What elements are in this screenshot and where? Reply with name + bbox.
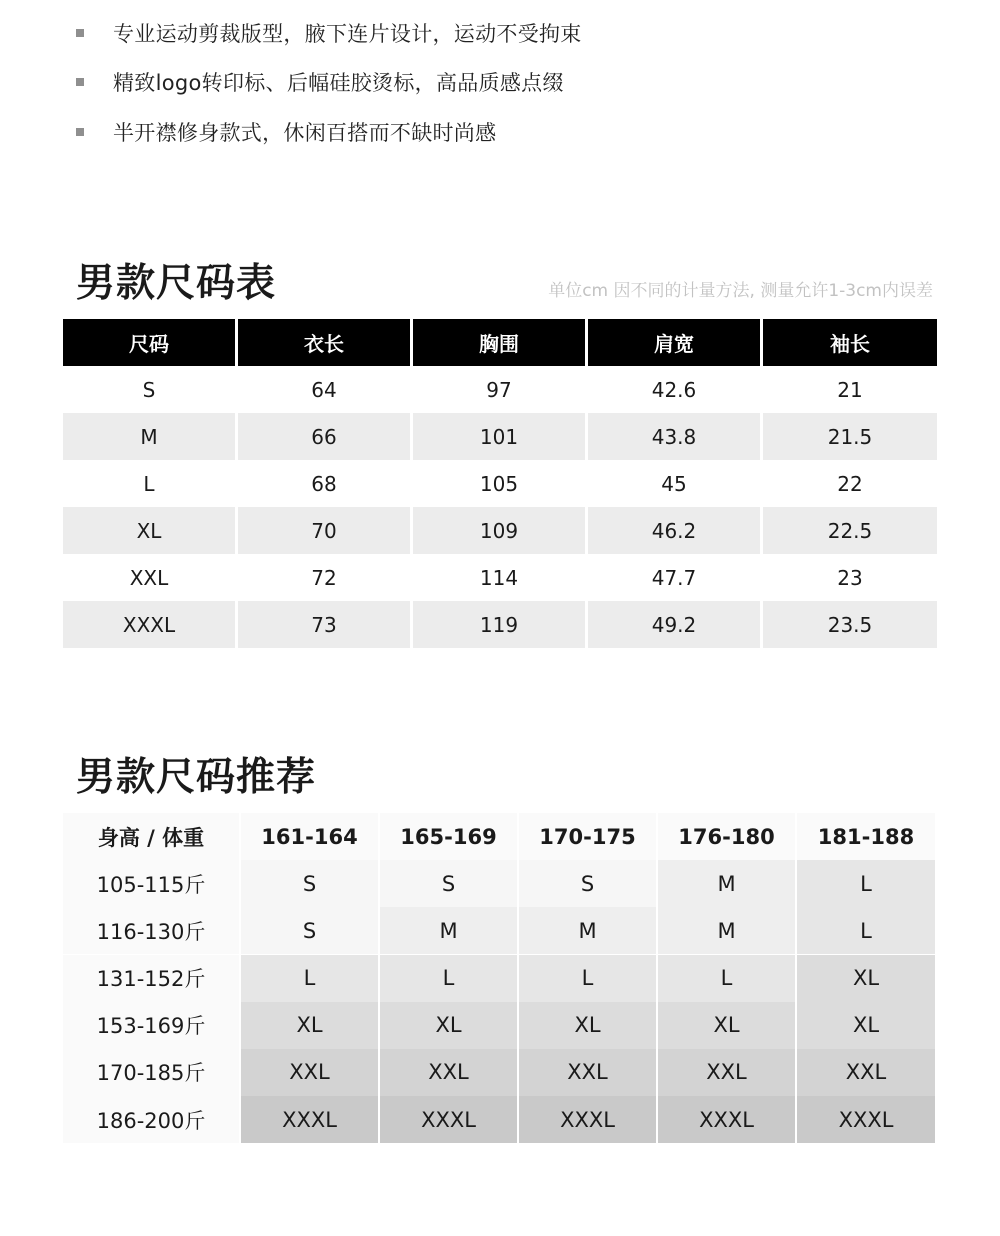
- header-shoulder: 肩宽: [588, 319, 760, 366]
- recommended-size-cell: XXXL: [380, 1096, 517, 1143]
- weight-range-label: 153-169斤: [63, 1002, 239, 1049]
- recommended-size-cell: XXL: [797, 1049, 935, 1096]
- recommend-row: [63, 955, 937, 1002]
- weight-range-label: 170-185斤: [63, 1049, 239, 1096]
- size-chart-row: [63, 413, 937, 460]
- cell-size: XL: [63, 507, 235, 554]
- cell-length: 66: [238, 413, 410, 460]
- recommended-size-cell: XXL: [658, 1049, 795, 1096]
- header-height-range: 165-169: [380, 813, 517, 860]
- size-chart-header-row: [63, 319, 937, 366]
- recommended-size-cell: XXL: [380, 1049, 517, 1096]
- recommended-size-cell: XL: [797, 955, 935, 1002]
- cell-chest: 101: [413, 413, 585, 460]
- cell-length: 64: [311, 377, 337, 402]
- header-size: 尺码: [63, 319, 235, 366]
- recommended-size-cell: L: [380, 955, 517, 1002]
- feature-item: [76, 8, 582, 58]
- feature-text: 专业运动剪裁版型，腋下连片设计，运动不受拘束: [113, 21, 582, 46]
- cell-size: L: [143, 471, 155, 496]
- recommended-size-cell: L: [797, 907, 935, 954]
- cell-chest: 114: [479, 565, 519, 590]
- recommended-size-cell: XL: [797, 1002, 935, 1049]
- cell-length: 72: [311, 565, 337, 590]
- recommended-size-cell: XXXL: [519, 1096, 656, 1143]
- cell-shoulder: 43.8: [588, 413, 760, 460]
- cell-sleeve: 23.5: [763, 601, 937, 648]
- header-height-weight: 身高 / 体重: [63, 813, 239, 860]
- measurement-note: 单位cm 因不同的计量方法, 测量允许1-3cm内误差: [548, 281, 933, 301]
- cell-sleeve: 22.5: [763, 507, 937, 554]
- cell-length: 70: [238, 507, 410, 554]
- size-chart-row: [63, 554, 937, 601]
- header-height-range: 170-175: [519, 813, 656, 860]
- cell-length: 73: [238, 601, 410, 648]
- recommended-size-cell: XL: [658, 1002, 795, 1049]
- size-chart-table: [63, 319, 937, 648]
- recommended-size-cell: S: [241, 907, 378, 954]
- cell-size: S: [142, 377, 156, 402]
- recommended-size-cell: XXXL: [241, 1096, 378, 1143]
- recommended-size-cell: XXXL: [797, 1096, 935, 1143]
- header-height-range: 176-180: [658, 813, 795, 860]
- recommend-row: [63, 1002, 937, 1049]
- recommend-row: [63, 860, 937, 907]
- cell-size: XXXL: [63, 601, 235, 648]
- header-length: 衣长: [238, 319, 410, 366]
- recommend-row: [63, 1049, 937, 1096]
- cell-shoulder: 47.7: [651, 565, 697, 590]
- recommended-size-cell: L: [241, 955, 378, 1002]
- size-chart-title: 男款尺码表: [76, 261, 277, 306]
- recommended-size-cell: L: [797, 860, 935, 907]
- recommended-size-cell: XXL: [519, 1049, 656, 1096]
- cell-sleeve: 21.5: [763, 413, 937, 460]
- recommended-size-cell: S: [380, 860, 517, 907]
- cell-sleeve: 21: [837, 377, 863, 402]
- feature-list: [76, 8, 582, 157]
- recommend-row: [63, 907, 937, 954]
- size-chart-row: [63, 460, 937, 507]
- header-height-range: 181-188: [797, 813, 935, 860]
- recommended-size-cell: S: [519, 860, 656, 907]
- cell-length: 68: [311, 471, 337, 496]
- cell-shoulder: 42.6: [651, 377, 697, 402]
- recommended-size-cell: M: [658, 907, 795, 954]
- square-bullet-icon: [76, 78, 84, 86]
- cell-size: XXL: [129, 565, 169, 590]
- weight-range-label: 105-115斤: [63, 860, 239, 907]
- square-bullet-icon: [76, 29, 84, 37]
- cell-shoulder: 46.2: [588, 507, 760, 554]
- size-chart-row: [63, 366, 937, 413]
- feature-item: [76, 58, 582, 108]
- cell-chest: 97: [486, 377, 512, 402]
- recommend-header-row: [63, 813, 937, 860]
- size-chart-row: [63, 601, 937, 648]
- recommended-size-cell: L: [519, 955, 656, 1002]
- recommended-size-cell: XXL: [241, 1049, 378, 1096]
- header-height-range: 161-164: [241, 813, 378, 860]
- recommend-row: [63, 1096, 937, 1143]
- cell-sleeve: 23: [837, 565, 863, 590]
- recommended-size-cell: M: [658, 860, 795, 907]
- cell-chest: 119: [413, 601, 585, 648]
- recommended-size-cell: XL: [380, 1002, 517, 1049]
- feature-text: 半开襟修身款式，休闲百搭而不缺时尚感: [113, 120, 497, 145]
- cell-shoulder: 49.2: [588, 601, 760, 648]
- recommended-size-cell: S: [241, 860, 378, 907]
- feature-item: [76, 107, 582, 157]
- feature-text: 精致logo转印标、后幅硅胶烫标，高品质感点缀: [113, 71, 564, 96]
- size-recommend-table: [63, 813, 937, 1143]
- header-sleeve: 袖长: [763, 319, 937, 366]
- recommended-size-cell: L: [658, 955, 795, 1002]
- cell-shoulder: 45: [661, 471, 687, 496]
- recommended-size-cell: M: [519, 907, 656, 954]
- size-recommend-title: 男款尺码推荐: [76, 755, 317, 800]
- recommended-size-cell: XL: [519, 1002, 656, 1049]
- size-chart-row: [63, 507, 937, 554]
- recommended-size-cell: XXXL: [658, 1096, 795, 1143]
- square-bullet-icon: [76, 128, 84, 136]
- recommended-size-cell: M: [380, 907, 517, 954]
- cell-sleeve: 22: [837, 471, 863, 496]
- recommended-size-cell: XL: [241, 1002, 378, 1049]
- weight-range-label: 116-130斤: [63, 907, 239, 954]
- weight-range-label: 131-152斤: [63, 955, 239, 1002]
- cell-chest: 109: [413, 507, 585, 554]
- cell-chest: 105: [479, 471, 519, 496]
- header-chest: 胸围: [413, 319, 585, 366]
- weight-range-label: 186-200斤: [63, 1096, 239, 1143]
- cell-size: M: [63, 413, 235, 460]
